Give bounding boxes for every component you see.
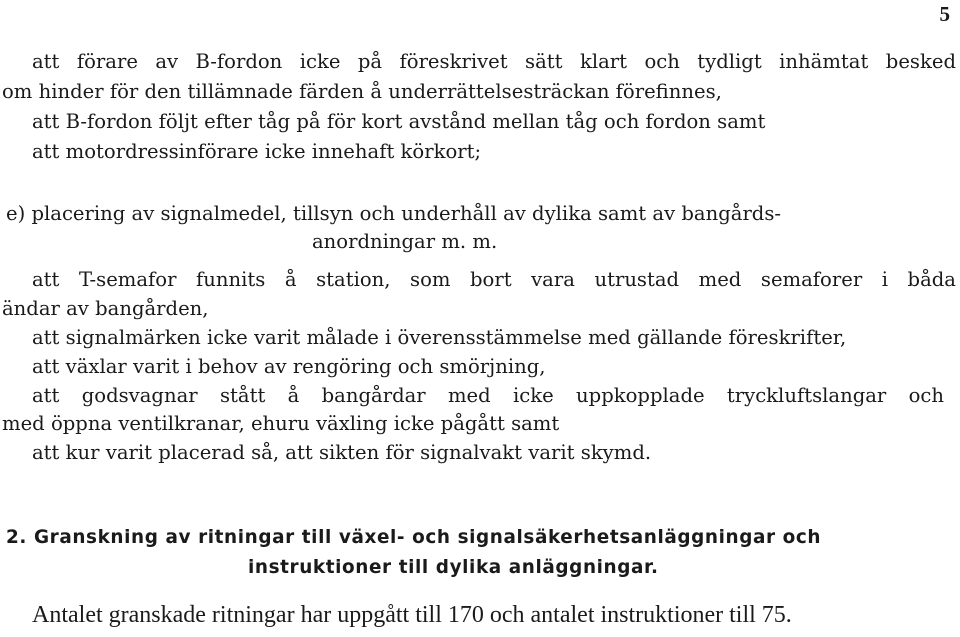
text-line: att förare av B-fordon icke på föreskrivet sätt klart och tydligt inhämtat besked <box>32 50 956 73</box>
section-2-heading-cont: instruktioner till dylika anläggningar. <box>248 557 659 578</box>
text-line: med öppna ventilkranar, ehuru växling icke pågått samt <box>2 412 560 435</box>
section-e-heading-cont: anordningar m. m. <box>312 230 498 253</box>
final-sentence: Antalet granskade ritningar har uppgått till 170 och antalet instruktioner till 75. <box>32 602 792 628</box>
text-line: att kur varit placerad så, att sikten för signalvakt varit skymd. <box>32 441 652 464</box>
text-line: att godsvagnar stått å bangårdar med icke uppkopplade tryckluftslangar och <box>32 384 944 407</box>
text-line: att signalmärken icke varit målade i överensstämmelse med gällande föreskrifter, <box>32 326 847 349</box>
text-line: ändar av bangården, <box>2 297 209 320</box>
text-line: att motordressinförare icke innehaft körkort; <box>32 140 482 163</box>
page-number: 5 <box>939 2 950 26</box>
text-line: att T-semafor funnits å station, som bort vara utrustad med semaforer i båda <box>32 268 956 291</box>
section-2-heading: 2. Granskning av ritningar till växel- och signalsäkerhetsanläggningar och <box>6 527 822 548</box>
section-e-heading: e) placering av signalmedel, tillsyn och underhåll av dylika samt av bangårds- <box>6 202 782 225</box>
text-line: att B-fordon följt efter tåg på för kort avstånd mellan tåg och fordon samt <box>32 110 766 133</box>
text-line: om hinder för den tillämnade färden å underrättelsesträckan förefinnes, <box>2 80 722 103</box>
text-line: att växlar varit i behov av rengöring och smörjning, <box>32 355 546 378</box>
